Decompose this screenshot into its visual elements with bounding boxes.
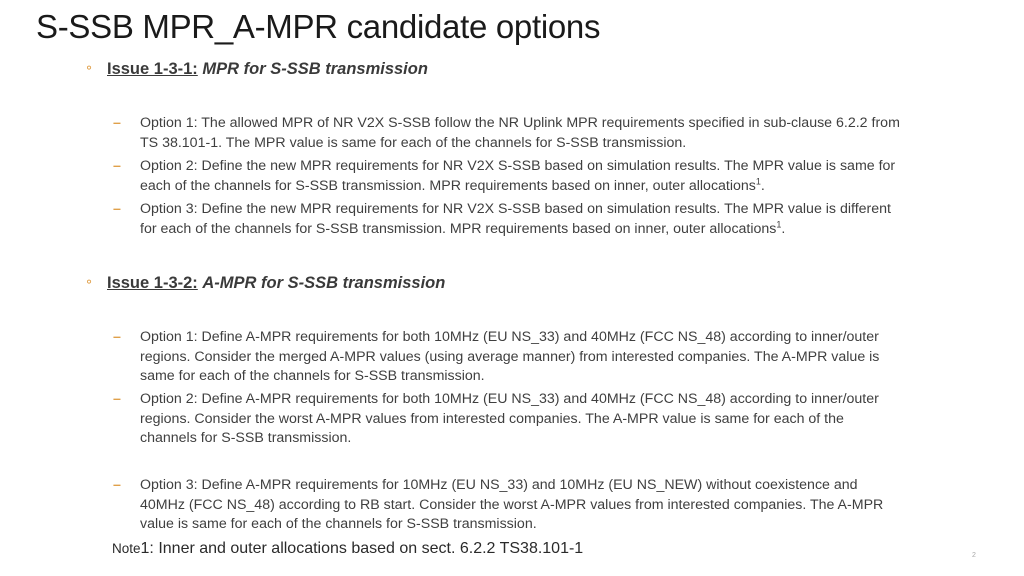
- footnote: [112, 540, 583, 558]
- issue2-option-3: [113, 476, 903, 535]
- dash-bullet-icon: –: [113, 391, 121, 407]
- issue2-option-1: [113, 328, 903, 387]
- option-text: Option 2: Define A-MPR requirements for both 10MHz (EU NS_33) and 40MHz (FCC NS_48) according to inner/outer regions. Consider the worst A-MPR values from interested companies. The A-MPR value is same for each of the channels for S-SSB transmission.: [140, 391, 879, 446]
- dash-bullet-icon: –: [113, 201, 121, 217]
- issue-heading-2: [84, 274, 445, 293]
- footnote-ref: 1: [776, 218, 782, 229]
- page-number: 2: [972, 552, 976, 559]
- issue1-option-3: [113, 200, 903, 239]
- option-text: Option 2: Define the new MPR requirements for NR V2X S-SSB based on simulation results. The MPR value is same for each of the channels for S-SSB transmission. MPR requirements based on inner, outer allocations: [140, 158, 896, 194]
- footnote-label: Note: [112, 541, 141, 556]
- option-text: Option 3: Define the new MPR requirements for NR V2X S-SSB based on simulation results. The MPR value is different for each of the channels for S-SSB transmission. MPR requirements based on inner, outer allocations: [140, 201, 891, 237]
- slide-title: S-SSB MPR_A-MPR candidate options: [36, 8, 601, 45]
- circle-bullet-icon: ⚬: [84, 61, 95, 75]
- footnote-text: 1: Inner and outer allocations based on sect. 6.2.2 TS38.101-1: [140, 540, 584, 557]
- circle-bullet-icon: ⚬: [84, 275, 95, 289]
- option-text: Option 3: Define A-MPR requirements for 10MHz (EU NS_33) and 10MHz (EU NS_NEW) without coexistence and 40MHz (FCC NS_48) according to RB start. Consider the worst A-MPR values from interested companies. The A-MPR value is same for each of the channels for S-SSB transmission.: [140, 477, 884, 532]
- footnote-ref: 1: [755, 175, 761, 186]
- issue-label: Issue 1-3-1:: [107, 60, 198, 78]
- issue1-option-2: [113, 157, 903, 196]
- option-tail: .: [760, 177, 765, 194]
- dash-bullet-icon: –: [113, 477, 121, 493]
- issue2-option-2: [113, 390, 903, 449]
- dash-bullet-icon: –: [113, 158, 121, 174]
- issue-heading-1: [84, 60, 428, 79]
- option-tail: .: [781, 220, 786, 237]
- issue-label: Issue 1-3-2:: [107, 274, 198, 292]
- dash-bullet-icon: –: [113, 329, 121, 345]
- issue-subtitle: A-MPR for S-SSB transmission: [202, 274, 446, 292]
- dash-bullet-icon: –: [113, 115, 121, 131]
- option-text: Option 1: The allowed MPR of NR V2X S-SSB follow the NR Uplink MPR requirements specified in sub-clause 6.2.2 from TS 38.101-1. The MPR value is same for each of the channels for S-SSB transmission.: [140, 115, 900, 151]
- option-text: Option 1: Define A-MPR requirements for both 10MHz (EU NS_33) and 40MHz (FCC NS_48) according to inner/outer regions. Consider the merged A-MPR values (using average manner) from interested companies. The A-MPR value is same for each of the channels for S-SSB transmission.: [140, 329, 880, 384]
- issue-subtitle: MPR for S-SSB transmission: [202, 60, 428, 78]
- issue1-option-1: [113, 114, 903, 153]
